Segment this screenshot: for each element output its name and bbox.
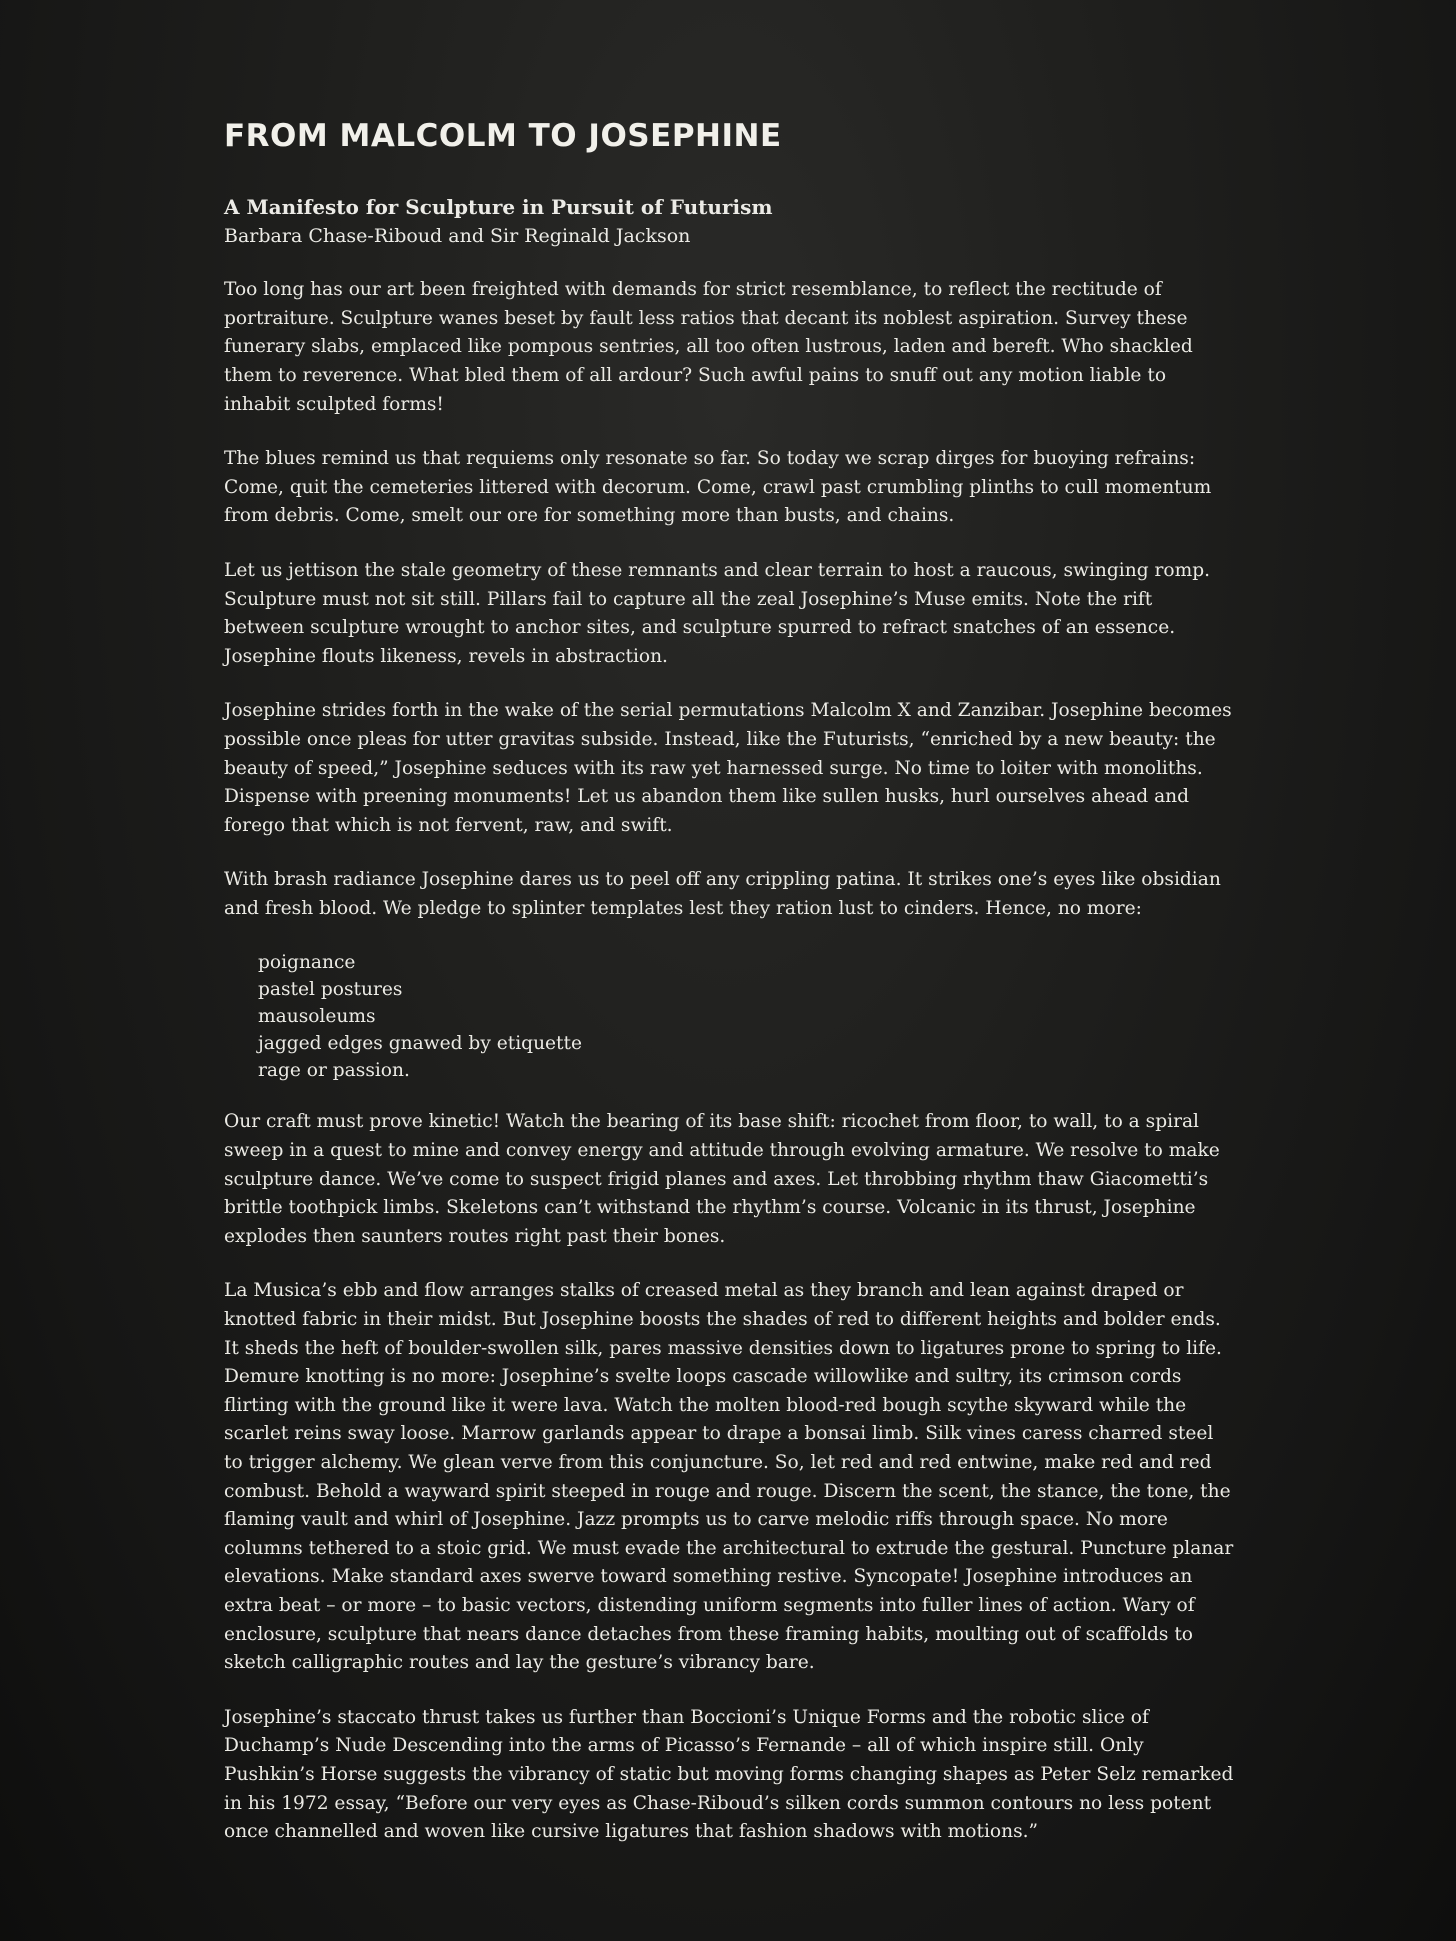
list-item: mausoleums	[258, 1006, 376, 1028]
paragraph-5: With brash radiance Josephine dares us to peel off any crippling patina. It strikes one’s eyes like obsidian and fresh blood. We pledge to splinter templates lest they ration lust to cinders. Hence, no more:	[224, 869, 1221, 919]
paragraph-4: Josephine strides forth in the wake of the serial permutations Malcolm X and Zanzibar. Josephine becomes possible once pleas for utter gravitas subside. Instead, like the Futurists, “enriched by a new beauty: the beauty of speed,” Josephine seduces with its raw yet harnessed surge. No time to loiter with monoliths. Dispense with preening monuments! Let us abandon them like sullen husks, hurl ourselves ahead and forego that which is not fervent, raw, and swift.	[224, 700, 1232, 836]
page-title: FROM MALCOLM TO JOSEPHINE	[224, 118, 782, 154]
no-more-list	[224, 949, 1234, 1084]
list-item: pastel postures	[258, 979, 403, 1001]
paragraph-2: The blues remind us that requiems only resonate so far. So today we scrap dirges for buoying refrains: Come, quit the cemeteries littered with decorum. Come, crawl past crumbling plinths to cull momentum from debris. Come, smelt our ore for something more than busts, and chains.	[224, 448, 1212, 527]
list-item: jagged edges gnawed by etiquette	[258, 1033, 583, 1055]
manifesto-text-block	[224, 118, 1234, 1873]
manifesto-subtitle: A Manifesto for Sculpture in Pursuit of Futurism	[224, 195, 773, 220]
paragraph-8: Josephine’s staccato thrust takes us further than Boccioni’s Unique Forms and the robotic slice of Duchamp’s Nude Descending into the arms of Picasso’s Fernande – all of which inspire still. Only Pushkin’s Horse suggests the vibrancy of static but moving forms changing shapes as Peter Selz remarked in his 1972 essay, “Before our very eyes as Chase-Riboud’s silken cords summon contours no less potent once channelled and woven like cursive ligatures that fashion shadows with motions.”	[224, 1706, 1234, 1843]
paragraph-7: La Musica’s ebb and flow arranges stalks of creased metal as they branch and lean against draped or knotted fabric in their midst. But Josephine boosts the shades of red to different heights and bolder ends. It sheds the heft of boulder-swollen silk, pares massive densities down to ligatures prone to spring to life. Demure knotting is no more: Josephine’s svelte loops cascade willowlike and sultry, its crimson cords flirting with the ground like it were lava. Watch the molten blood-red bough scythe skyward while the scarlet reins sway loose. Marrow garlands appear to drape a bonsai limb. Silk vines caress charred steel to trigger alchemy. We glean verve from this conjuncture. So, let red and red entwine, make red and red combust. Behold a wayward spirit steeped in rouge and rouge. Discern the scent, the stance, the tone, the flaming vault and whirl of Josephine. Jazz prompts us to carve melodic riffs through space. No more columns tethered to a stoic grid. We must evade the architectural to extrude the gestural. Puncture planar elevations. Make standard axes swerve toward something restive. Syncopate! Josephine introduces an extra beat – or more – to basic vectors, distending uniform segments into fuller lines of action. Wary of enclosure, sculpture that nears dance detaches from these framing habits, moulting out of scaffolds to sketch calligraphic routes and lay the gesture’s vibrancy bare.	[224, 1280, 1234, 1674]
manifesto-authors: Barbara Chase-Riboud and Sir Reginald Jackson	[224, 225, 691, 248]
paragraph-3: Let us jettison the stale geometry of these remnants and clear terrain to host a raucous, swinging romp. Sculpture must not sit still. Pillars fail to capture all the zeal Josephine’s Muse emits. Note the rift between sculpture wrought to anchor sites, and sculpture spurred to refract snatches of an essence. Josephine flouts likeness, revels in abstraction.	[224, 559, 1211, 667]
paragraph-6: Our craft must prove kinetic! Watch the bearing of its base shift: ricochet from floor, to wall, to a spiral sweep in a quest to mine and convey energy and attitude through evolving armature. We resolve to make sculpture dance. We’ve come to suspect frigid planes and axes. Let throbbing rhythm thaw Giacometti’s brittle toothpick limbs. Skeletons can’t withstand the rhythm’s course. Volcanic in its thrust, Josephine explodes then saunters routes right past their bones.	[224, 1111, 1220, 1247]
list-item: rage or passion.	[258, 1060, 410, 1082]
list-item: poignance	[258, 952, 356, 974]
paragraph-1: Too long has our art been freighted with demands for strict resemblance, to reflect the rectitude of portraiture. Sculpture wanes beset by fault less ratios that decant its noblest aspiration. Survey these funerary slabs, emplaced like pompous sentries, all too often lustrous, laden and bereft. Who shackled them to reverence. What bled them of all ardour? Such awful pains to snuff out any motion liable to inhabit sculpted forms!	[224, 279, 1193, 415]
